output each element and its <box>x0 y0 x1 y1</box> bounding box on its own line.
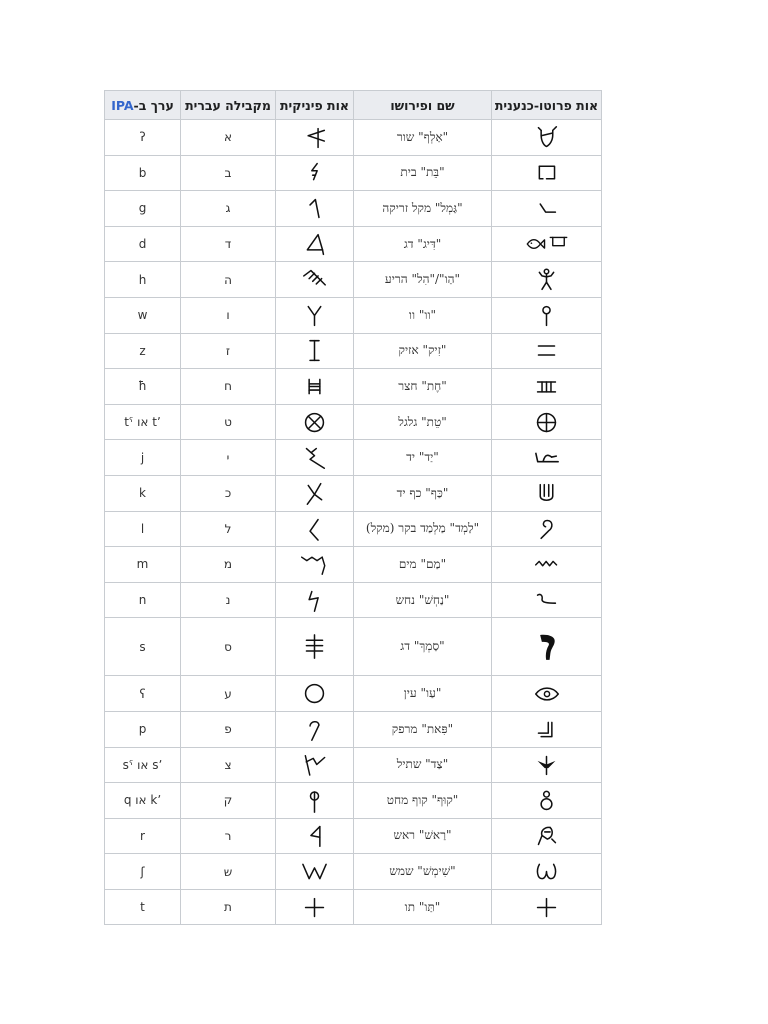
gimel-icon <box>276 196 353 221</box>
table-row <box>105 547 602 583</box>
ipa-value-cell: d <box>105 226 181 262</box>
proto-canaanite-cell <box>492 854 602 890</box>
hebrew-equivalent-cell: ח <box>181 369 276 405</box>
phoenician-cell <box>276 747 354 783</box>
proto-canaanite-cell <box>492 404 602 440</box>
manacle-icon <box>492 338 601 363</box>
ipa-value-cell: r <box>105 818 181 854</box>
needle-eye-icon <box>492 788 601 813</box>
wheel-icon <box>492 410 601 435</box>
sun-icon <box>492 859 601 884</box>
proto-canaanite-cell <box>492 333 602 369</box>
water-icon <box>492 555 601 573</box>
phoenician-cell <box>276 711 354 747</box>
header-ipa <box>105 91 181 120</box>
phoenician-cell <box>276 226 354 262</box>
table-row <box>105 711 602 747</box>
phoenician-cell <box>276 547 354 583</box>
phoenician-cell <box>276 511 354 547</box>
header-row <box>105 91 602 120</box>
table-row <box>105 676 602 712</box>
table-row <box>105 783 602 819</box>
shin-icon <box>276 859 353 884</box>
phoenician-cell <box>276 262 354 298</box>
letter-name-cell: "סַמְךְ" דג <box>354 618 492 676</box>
fish-solid-icon <box>492 631 601 663</box>
ipa-value-cell: p <box>105 711 181 747</box>
proto-canaanite-cell <box>492 511 602 547</box>
het-icon <box>276 374 353 399</box>
hebrew-equivalent-cell: ה <box>181 262 276 298</box>
hebrew-equivalent-cell: ש <box>181 854 276 890</box>
ipa-value-cell[interactable]: q או kʼ <box>105 783 181 819</box>
ipa-value-cell[interactable]: sˤ או sʼ <box>105 747 181 783</box>
hebrew-equivalent-cell: ס <box>181 618 276 676</box>
jubilation-icon <box>492 267 601 292</box>
ayin-icon <box>276 681 353 706</box>
letter-name-cell: "טֵת" גלגל <box>354 404 492 440</box>
palm-icon <box>492 481 601 506</box>
table-row <box>105 440 602 476</box>
phoenician-cell <box>276 676 354 712</box>
phoenician-cell <box>276 582 354 618</box>
proto-canaanite-cell <box>492 618 602 676</box>
ipa-value-cell[interactable]: tˤ או tʼ <box>105 404 181 440</box>
letter-name-cell: "נַחְשׁ" נחש <box>354 582 492 618</box>
table-row <box>105 404 602 440</box>
header-proto: אות פרוטו-כנענית <box>492 91 602 120</box>
table-row <box>105 818 602 854</box>
ipa-value-cell: m <box>105 547 181 583</box>
ipa-value-cell: ħ <box>105 369 181 405</box>
letter-name-cell: "שִׁימְשׁ" שמש <box>354 854 492 890</box>
hebrew-equivalent-cell: ע <box>181 676 276 712</box>
table-row <box>105 854 602 890</box>
table-row <box>105 333 602 369</box>
mem-icon <box>276 552 353 576</box>
house-icon <box>492 160 601 185</box>
ipa-value-cell: k <box>105 475 181 511</box>
ipa-value-cell: g <box>105 191 181 227</box>
proto-canaanite-cell <box>492 440 602 476</box>
ipa-link[interactable]: IPA <box>111 97 134 113</box>
proto-canaanite-cell <box>492 582 602 618</box>
hebrew-equivalent-cell: ב <box>181 155 276 191</box>
proto-canaanite-cell <box>492 155 602 191</box>
ipa-value-cell: ʔ <box>105 120 181 156</box>
tet-icon <box>276 410 353 435</box>
proto-canaanite-cell <box>492 818 602 854</box>
hebrew-equivalent-cell: מ <box>181 547 276 583</box>
proto-canaanite-cell <box>492 475 602 511</box>
letter-name-cell: "אַלְף" שור <box>354 120 492 156</box>
kaf-icon <box>276 481 353 506</box>
hebrew-equivalent-cell: א <box>181 120 276 156</box>
corner-icon <box>492 717 601 742</box>
table-body <box>105 120 602 925</box>
snake-icon <box>492 588 601 613</box>
letter-name-cell: "גַּמְל" מקל זריקה <box>354 191 492 227</box>
phoenician-cell <box>276 475 354 511</box>
hebrew-equivalent-cell: ט <box>181 404 276 440</box>
hebrew-equivalent-cell: ו <box>181 297 276 333</box>
zayin-icon <box>276 338 353 363</box>
table-row <box>105 747 602 783</box>
mark-icon <box>492 895 601 920</box>
letter-name-cell: "בֵּת" בית <box>354 155 492 191</box>
ipa-value-cell: h <box>105 262 181 298</box>
phoenician-cell <box>276 818 354 854</box>
table-row <box>105 226 602 262</box>
proto-canaanite-cell <box>492 369 602 405</box>
phoenician-cell <box>276 120 354 156</box>
phoenician-cell <box>276 854 354 890</box>
hebrew-equivalent-cell: ד <box>181 226 276 262</box>
phoenician-cell <box>276 369 354 405</box>
ipa-value-cell: t <box>105 889 181 925</box>
proto-canaanite-cell <box>492 547 602 583</box>
hebrew-equivalent-cell: ג <box>181 191 276 227</box>
phoenician-cell <box>276 191 354 227</box>
hebrew-equivalent-cell: פ <box>181 711 276 747</box>
table-row <box>105 297 602 333</box>
phoenician-cell <box>276 889 354 925</box>
dalet-icon <box>276 232 353 257</box>
samekh-icon <box>276 632 353 661</box>
letter-name-cell: "דִּיג" דג <box>354 226 492 262</box>
header-ipa-prefix: ערך ב- <box>133 97 174 113</box>
hebrew-equivalent-cell: ת <box>181 889 276 925</box>
proto-canaanite-cell <box>492 262 602 298</box>
letter-name-cell: "יַד" יד <box>354 440 492 476</box>
table-row <box>105 475 602 511</box>
hebrew-equivalent-cell: ק <box>181 783 276 819</box>
lamed-icon <box>276 516 353 541</box>
proto-canaanite-cell <box>492 889 602 925</box>
phoenician-cell <box>276 297 354 333</box>
tav-icon <box>276 895 353 920</box>
phoenician-cell <box>276 783 354 819</box>
hebrew-equivalent-cell: ל <box>181 511 276 547</box>
throw-stick-icon <box>492 196 601 221</box>
hook-icon <box>492 303 601 328</box>
plant-icon <box>492 752 601 777</box>
table-row <box>105 262 602 298</box>
proto-canaanite-cell <box>492 120 602 156</box>
letter-name-cell: "עַו" עין <box>354 676 492 712</box>
letter-name-cell: "צַד" שתיל <box>354 747 492 783</box>
pe-icon <box>276 717 353 742</box>
aleph-icon <box>276 125 353 150</box>
proto-canaanite-cell <box>492 676 602 712</box>
letter-name-cell: "וו" וו <box>354 297 492 333</box>
ipa-value-cell: z <box>105 333 181 369</box>
proto-canaanite-cell <box>492 297 602 333</box>
letter-name-cell: "לַמְד" מַלְמַד בקר (מקל) <box>354 511 492 547</box>
header-hebrew: מקבילה עברית <box>181 91 276 120</box>
head-icon <box>492 823 601 848</box>
resh-icon <box>276 823 353 848</box>
hebrew-equivalent-cell: ר <box>181 818 276 854</box>
letter-name-cell: "הַו"/"הִל" הריע <box>354 262 492 298</box>
waw-icon <box>276 303 353 328</box>
ipa-value-cell: w <box>105 297 181 333</box>
he-icon <box>276 267 353 292</box>
header-phoenician: אות פיניקית <box>276 91 354 120</box>
alphabet-table <box>104 90 602 925</box>
phoenician-cell <box>276 618 354 676</box>
ipa-value-cell: ʃ <box>105 854 181 890</box>
bet-icon <box>276 160 353 185</box>
eye-icon <box>492 684 601 704</box>
nun-icon <box>276 588 353 613</box>
courtyard-icon <box>492 374 601 399</box>
table-row <box>105 618 602 676</box>
letter-name-cell: "תַּו" תו <box>354 889 492 925</box>
table-row <box>105 511 602 547</box>
proto-canaanite-cell <box>492 191 602 227</box>
letter-name-cell: "מַם" מים <box>354 547 492 583</box>
letter-name-cell: "רַאשׁ" ראש <box>354 818 492 854</box>
phoenician-cell <box>276 155 354 191</box>
phoenician-cell <box>276 440 354 476</box>
tsade-icon <box>276 752 353 777</box>
letter-name-cell: "חֶת" חצר <box>354 369 492 405</box>
table-row <box>105 889 602 925</box>
table-row <box>105 191 602 227</box>
fish-door-icon <box>492 234 601 254</box>
header-name: שם ופירושו <box>354 91 492 120</box>
ipa-value-cell: ʕ <box>105 676 181 712</box>
yod-icon <box>276 445 353 470</box>
hebrew-equivalent-cell: נ <box>181 582 276 618</box>
letter-name-cell: "פִּאת" מרפק <box>354 711 492 747</box>
goad-icon <box>492 516 601 541</box>
arm-icon <box>492 445 601 471</box>
qof-icon <box>276 788 353 813</box>
ipa-value-cell: s <box>105 618 181 676</box>
table-row <box>105 120 602 156</box>
letter-name-cell: "זִיק" אזיק <box>354 333 492 369</box>
ipa-value-cell: b <box>105 155 181 191</box>
phoenician-cell <box>276 404 354 440</box>
table-row <box>105 582 602 618</box>
hebrew-equivalent-cell: ז <box>181 333 276 369</box>
hebrew-equivalent-cell: י <box>181 440 276 476</box>
letter-name-cell: "קוּף" קוף מחט <box>354 783 492 819</box>
hebrew-equivalent-cell: כ <box>181 475 276 511</box>
ipa-value-cell: j <box>105 440 181 476</box>
ox-head-icon <box>492 125 601 150</box>
phoenician-cell <box>276 333 354 369</box>
letter-name-cell: "כַּף" כף יד <box>354 475 492 511</box>
proto-canaanite-cell <box>492 783 602 819</box>
proto-canaanite-cell <box>492 226 602 262</box>
proto-canaanite-cell <box>492 711 602 747</box>
ipa-value-cell: n <box>105 582 181 618</box>
table-row <box>105 155 602 191</box>
ipa-value-cell: l <box>105 511 181 547</box>
proto-canaanite-cell <box>492 747 602 783</box>
hebrew-equivalent-cell: צ <box>181 747 276 783</box>
table-row <box>105 369 602 405</box>
